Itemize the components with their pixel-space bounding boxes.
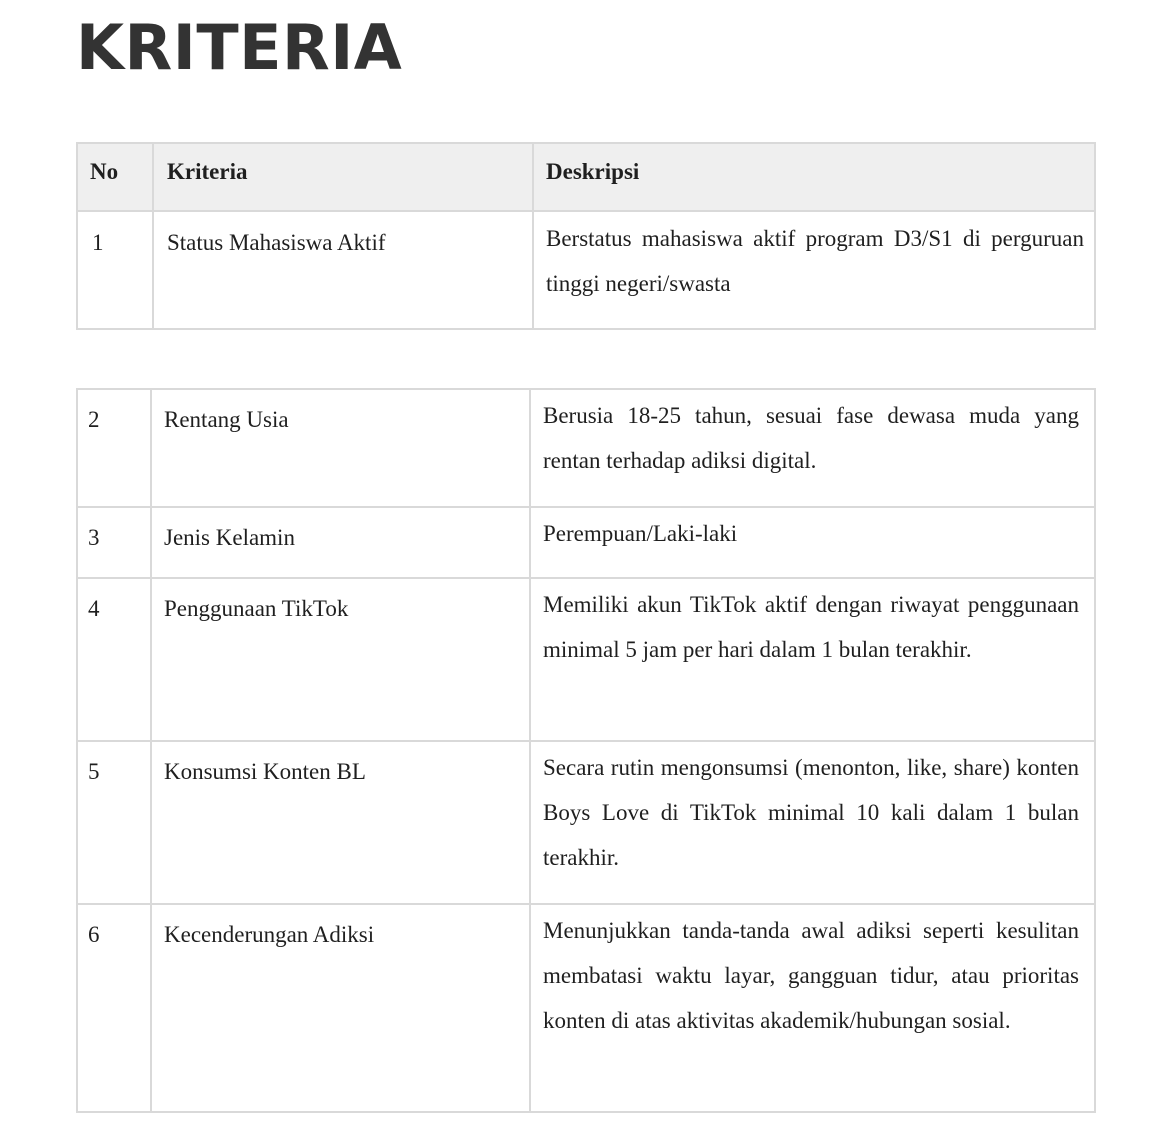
cell-no: 1 xyxy=(77,211,153,329)
criteria-table-part-1 xyxy=(76,142,1096,330)
cell-kriteria: Penggunaan TikTok xyxy=(151,578,530,741)
cell-no: 5 xyxy=(77,741,151,904)
cell-no: 4 xyxy=(77,578,151,741)
header-deskripsi: Deskripsi xyxy=(533,143,1095,211)
table-header-row xyxy=(77,143,1095,211)
page-title: KRITERIA xyxy=(76,11,403,84)
cell-no: 2 xyxy=(77,389,151,507)
table-row xyxy=(77,389,1095,507)
cell-kriteria: Konsumsi Konten BL xyxy=(151,741,530,904)
cell-deskripsi: Menunjukkan tanda-tanda awal adiksi seperti kesulitan membatasi waktu layar, gangguan tidur, atau prioritas konten di atas aktivitas akademik/hubungan sosial. xyxy=(530,904,1095,1112)
table-row xyxy=(77,904,1095,1112)
table-row xyxy=(77,741,1095,904)
cell-kriteria: Jenis Kelamin xyxy=(151,507,530,578)
cell-deskripsi: Berstatus mahasiswa aktif program D3/S1 di perguruan tinggi negeri/swasta xyxy=(533,211,1095,329)
cell-no: 3 xyxy=(77,507,151,578)
cell-deskripsi: Berusia 18-25 tahun, sesuai fase dewasa muda yang rentan terhadap adiksi digital. xyxy=(530,389,1095,507)
header-kriteria: Kriteria xyxy=(153,143,533,211)
criteria-table-part-2 xyxy=(76,388,1096,1113)
header-no: No xyxy=(77,143,153,211)
table-row xyxy=(77,578,1095,741)
table-row xyxy=(77,211,1095,329)
cell-kriteria: Kecenderungan Adiksi xyxy=(151,904,530,1112)
table-row xyxy=(77,507,1095,578)
cell-deskripsi: Secara rutin mengonsumsi (menonton, like, share) konten Boys Love di TikTok minimal 10 kali dalam 1 bulan terakhir. xyxy=(530,741,1095,904)
cell-deskripsi: Memiliki akun TikTok aktif dengan riwayat penggunaan minimal 5 jam per hari dalam 1 bulan terakhir. xyxy=(530,578,1095,741)
cell-kriteria: Rentang Usia xyxy=(151,389,530,507)
cell-deskripsi: Perempuan/Laki-laki xyxy=(530,507,1095,578)
cell-kriteria: Status Mahasiswa Aktif xyxy=(153,211,533,329)
cell-no: 6 xyxy=(77,904,151,1112)
